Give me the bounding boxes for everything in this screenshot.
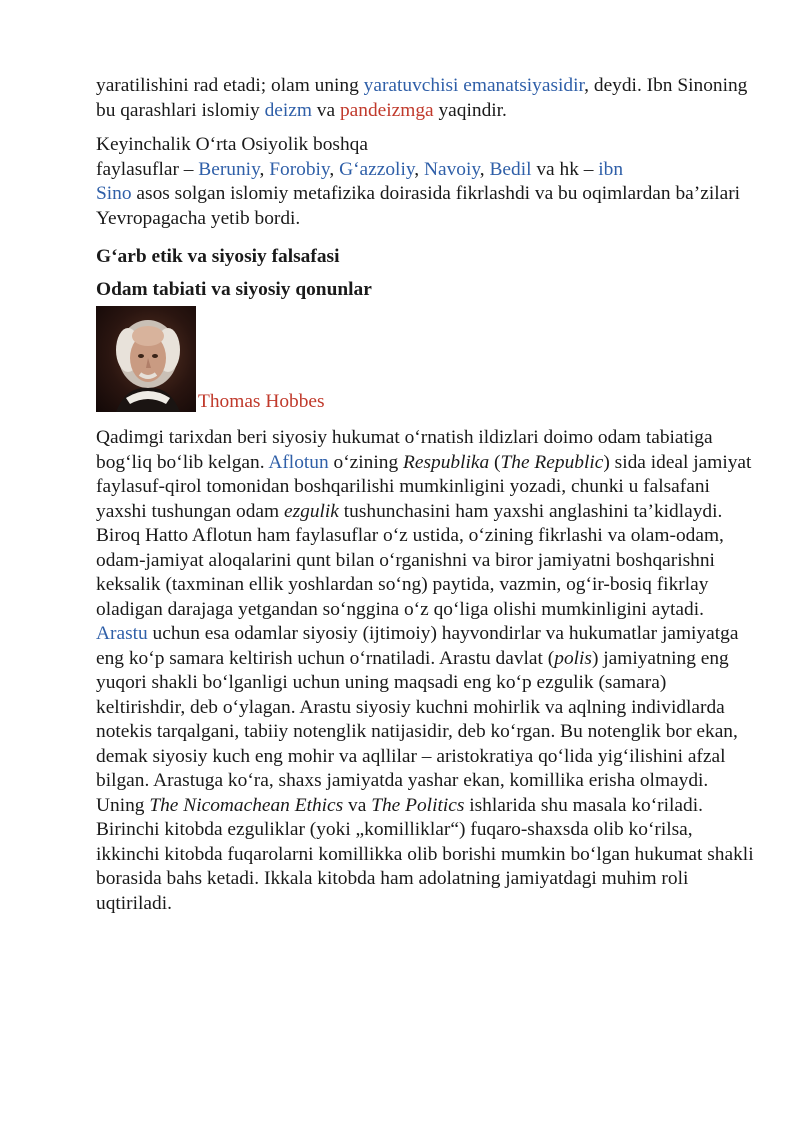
separator: , bbox=[414, 158, 424, 180]
text: yaratilishini rad etadi; olam uning bbox=[96, 75, 364, 96]
link-deizm[interactable]: deizm bbox=[264, 99, 312, 121]
link-forobiy[interactable]: Forobiy bbox=[269, 158, 330, 180]
link-beruniy[interactable]: Beruniy bbox=[198, 158, 260, 180]
text: faylasuflar – bbox=[96, 158, 199, 180]
portrait-image[interactable] bbox=[96, 306, 196, 412]
text: va bbox=[343, 794, 372, 816]
italic-title: The Republic bbox=[500, 451, 604, 473]
text: asos solgan islomiy metafizika doirasida fikrlashdi va bu oqimlardan ba’zilari Yevropagacha yetib bordi. bbox=[96, 183, 741, 229]
text: Qadimgi tarixdan beri siyosiy hukumat o‘rnatish ildizlari doimo odam tabiatiga bog‘liq bo‘lib kelgan. bbox=[96, 427, 713, 473]
link-navoiy[interactable]: Navoiy bbox=[423, 158, 480, 180]
text: uchun esa odamlar siyosiy (ijtimoiy) hayvondirlar va hukumatlar jamiyatga eng ko‘p samara keltirish uchun o‘rnatiladi. Arastu davlat ( bbox=[96, 623, 739, 669]
text: va hk – bbox=[531, 158, 599, 180]
italic-title: The Nicomachean Ethics bbox=[149, 794, 344, 816]
separator: , bbox=[479, 158, 490, 180]
italic-title: Respublika bbox=[403, 451, 490, 473]
paragraph-philosophers bbox=[96, 133, 756, 231]
link-bedil[interactable]: Bedil bbox=[489, 158, 532, 180]
link-arastu[interactable]: Arastu bbox=[96, 623, 148, 644]
text: tushunchasini ham yaxshi anglashini ta’kidlaydi. Biroq Hatto Aflotun ham faylasuflar o‘z ustida, o‘zining fikrlashi va olam-odam, odam-jamiyat aloqalarini qunt bilan o‘rganishni va biror jamiyatni boshqarishni keksalik (taxminan ellik yoshlardan so‘ng) paytida, vazmin, og‘ir-bosiq fikrlay oladigan darajaga yetgandan so‘nggina o‘z qo‘liga olishi mumkinligini aytadi. bbox=[96, 500, 724, 620]
text: va bbox=[311, 99, 340, 121]
text: Keyinchalik O‘rta Osiyolik boshqa bbox=[96, 134, 368, 155]
text: ) sida ideal jamiyat faylasuf-qirol tomonidan boshqarilishi mumkinligini yozadi, chunki u falsafani yaxshi tushungan odam bbox=[96, 451, 752, 522]
link-ibn-sino[interactable]: ibn bbox=[598, 158, 624, 180]
text: o‘zining bbox=[328, 451, 403, 473]
subsection-heading: Odam tabiati va siyosiy qonunlar bbox=[96, 278, 372, 300]
text: yaqindir. bbox=[433, 99, 507, 121]
link-ibn-sino[interactable]: Sino bbox=[96, 183, 132, 204]
text: , deydi. Ibn Sinoning bu qarashlari islomiy bbox=[96, 75, 748, 121]
document-page bbox=[96, 74, 756, 916]
italic-term: polis bbox=[554, 647, 592, 669]
section-heading: G‘arb etik va siyosiy falsafasi bbox=[96, 246, 340, 267]
separator: , bbox=[329, 158, 340, 180]
text: ishlarida shu masala ko‘riladi. Birinchi kitobda ezguliklar (yoki „komilliklar“) fuqaro-shaxsda olib ko‘rilsa, ikkinchi kitobda fuqarolarni komillikka olib borishi mumkin bo‘lgan hukumat shakli borasida bahs ketadi. Ikkala kitobda ham adolatning jamiyatdagi muhim roli uqtiriladi. bbox=[96, 794, 754, 914]
italic-term: ezgulik bbox=[283, 500, 339, 522]
figure-hobbes bbox=[96, 306, 756, 412]
separator: , bbox=[259, 158, 270, 180]
italic-title: The Politics bbox=[371, 794, 465, 816]
paragraph-political-philosophy bbox=[96, 426, 756, 916]
link-pandeizmga[interactable]: pandeizmga bbox=[339, 99, 434, 121]
link-gazzoliy[interactable]: G‘azzoliy bbox=[339, 158, 415, 180]
link-yaratuvchisi-emanatsiyasidir[interactable]: yaratuvchisi emanatsiyasidir bbox=[363, 75, 585, 96]
portrait-drawing bbox=[96, 306, 196, 412]
figure-caption-link[interactable]: Thomas Hobbes bbox=[198, 391, 325, 412]
link-aflotun[interactable]: Aflotun bbox=[268, 451, 329, 473]
paragraph-ibn-sino bbox=[96, 74, 756, 123]
text: ( bbox=[489, 451, 501, 473]
text: ) jamiyatning eng yuqori shakli bo‘lganligi uchun uning maqsadi eng ko‘p ezgulik (samara) keltirishdir, deb o‘ylagan. Arastu siyosiy kuchni mohirlik va aqlning individlarda notekis tarqalgani, tabiiy notenglik natijasidir, deb ko‘rgan. Bu notenglik bor ekan, demak siyosiy kuch eng mohir va aqllilar – aristokratiya qo‘lida yig‘ilishini afzal bilgan. Arastuga ko‘ra, shaxs jamiyatda yashar ekan, komillika erisha olmaydi. Uning bbox=[96, 647, 738, 816]
